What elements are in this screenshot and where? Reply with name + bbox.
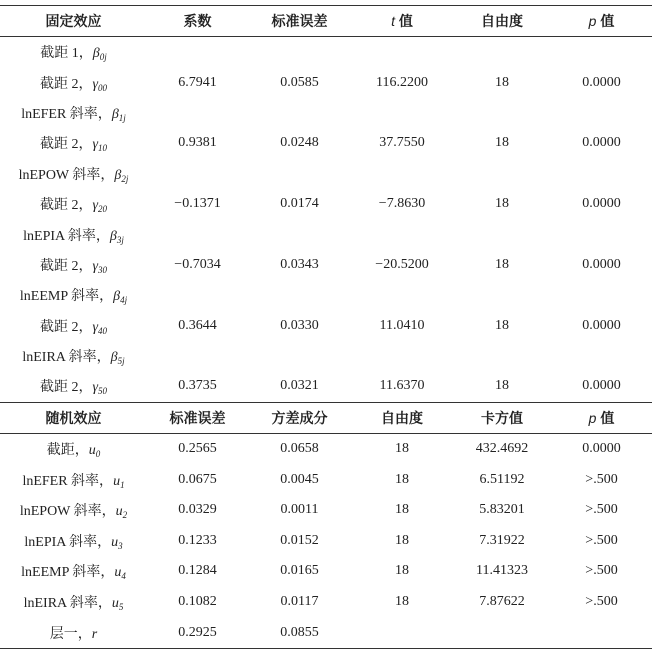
fixed-effect-value-cell bbox=[248, 98, 351, 128]
random-effect-value-cell: 0.0011 bbox=[280, 502, 319, 518]
fixed-effect-subscript: 0j bbox=[99, 52, 107, 63]
random-effect-value-cell bbox=[351, 617, 453, 648]
fixed-effect-subscript: 00 bbox=[98, 82, 108, 93]
random-effect-symbol: r bbox=[91, 626, 98, 642]
fixed-effect-label-cell bbox=[0, 280, 147, 310]
fixed-effect-value-cell bbox=[551, 280, 652, 310]
fixed-effect-label-cell bbox=[0, 98, 147, 128]
fixed-effect-row bbox=[0, 189, 652, 219]
fixed-effect-value-cell: 11.0410 bbox=[379, 317, 425, 333]
fixed-effect-label: 截距 1， bbox=[40, 46, 93, 62]
header-p-symbol-2: p bbox=[588, 409, 597, 426]
random-effect-row bbox=[0, 525, 652, 556]
fixed-effect-label: lnEEMP 斜率， bbox=[19, 289, 114, 305]
fixed-effect-value-cell: 0.3735 bbox=[178, 378, 217, 394]
random-effect-label-cell bbox=[0, 464, 147, 495]
random-effect-subscript: 5 bbox=[118, 601, 124, 612]
fixed-effect-value-cell bbox=[453, 37, 551, 68]
fixed-effect-row bbox=[0, 159, 652, 189]
fixed-effect-value-cell bbox=[147, 159, 248, 189]
fixed-effect-value-cell: −7.8630 bbox=[378, 196, 426, 212]
random-effect-value-cell: 7.87622 bbox=[479, 593, 525, 609]
random-effect-label: lnEPIA 斜率， bbox=[24, 534, 112, 550]
header-t-value bbox=[351, 6, 453, 37]
fixed-effect-value-cell bbox=[551, 341, 652, 371]
header-degrees-of-freedom-2: 自由度 bbox=[351, 402, 453, 433]
random-effect-value-cell: 432.4692 bbox=[475, 440, 529, 456]
random-effect-value-cell: 18 bbox=[395, 593, 409, 609]
random-effect-value-cell: 18 bbox=[395, 440, 409, 456]
fixed-effect-value-cell bbox=[551, 159, 652, 189]
fixed-effect-symbol: β bbox=[111, 106, 119, 122]
fixed-effect-value-cell: 18 bbox=[495, 256, 509, 272]
fixed-effect-value-cell bbox=[551, 98, 652, 128]
random-effect-symbol: u bbox=[113, 473, 121, 489]
fixed-effect-value-cell: 0.0000 bbox=[582, 317, 621, 333]
fixed-effect-value-cell bbox=[351, 159, 453, 189]
random-effect-value-cell: >.500 bbox=[585, 593, 618, 609]
random-effect-subscript: 2 bbox=[122, 510, 128, 521]
fixed-effect-subscript: 20 bbox=[98, 204, 108, 215]
fixed-effect-label: lnEIRA 斜率， bbox=[22, 350, 111, 366]
fixed-effect-value-cell: −0.7034 bbox=[174, 256, 221, 272]
random-effect-label-cell bbox=[0, 495, 147, 526]
fixed-effect-row bbox=[0, 98, 652, 128]
fixed-effect-value-cell bbox=[351, 98, 453, 128]
fixed-effect-symbol: β bbox=[114, 167, 122, 183]
random-effect-value-cell: 0.2565 bbox=[178, 440, 217, 456]
random-effect-symbol: u bbox=[88, 442, 96, 458]
fixed-effect-value-cell: 0.0174 bbox=[280, 196, 319, 212]
fixed-effect-value-cell bbox=[453, 280, 551, 310]
random-effect-row bbox=[0, 556, 652, 587]
fixed-effects-header-row bbox=[0, 6, 652, 37]
fixed-effect-value-cell bbox=[351, 219, 453, 249]
random-effect-label-cell bbox=[0, 587, 147, 618]
fixed-effect-value-cell: −0.1371 bbox=[174, 196, 221, 212]
fixed-effect-value-cell bbox=[147, 98, 248, 128]
fixed-effect-value-cell: 18 bbox=[495, 378, 509, 394]
fixed-effect-value-cell: 18 bbox=[495, 135, 509, 151]
fixed-effect-subscript: 50 bbox=[98, 386, 108, 397]
random-effect-label-cell bbox=[0, 556, 147, 587]
fixed-effect-value-cell: 6.7941 bbox=[178, 74, 217, 90]
header-standard-error-2: 标准误差 bbox=[147, 402, 248, 433]
random-effect-row bbox=[0, 495, 652, 526]
fixed-effect-symbol: β bbox=[113, 289, 121, 305]
random-effect-subscript: 1 bbox=[120, 479, 125, 490]
random-effect-value-cell: 0.1233 bbox=[178, 532, 217, 548]
random-effect-value-cell: 5.83201 bbox=[479, 502, 525, 518]
random-effect-symbol: u bbox=[114, 565, 122, 581]
fixed-effect-value-cell bbox=[453, 159, 551, 189]
fixed-effect-value-cell: 0.0585 bbox=[280, 74, 319, 90]
fixed-effect-value-cell bbox=[351, 280, 453, 310]
fixed-effect-value-cell: 0.0343 bbox=[280, 256, 319, 272]
random-effect-value-cell: 7.31922 bbox=[479, 532, 525, 548]
fixed-effect-value-cell: 0.0000 bbox=[582, 135, 621, 151]
hlm-results-table bbox=[0, 5, 652, 649]
header-t-suffix: 值 bbox=[395, 13, 413, 29]
random-effect-label-cell bbox=[0, 433, 147, 464]
fixed-effect-label-cell bbox=[0, 37, 147, 68]
header-random-effects: 随机效应 bbox=[0, 402, 147, 433]
fixed-effect-label-cell bbox=[0, 128, 147, 158]
fixed-effect-symbol: γ bbox=[92, 76, 99, 92]
random-effect-value-cell: 0.1082 bbox=[178, 593, 217, 609]
fixed-effects-body bbox=[0, 37, 652, 403]
random-effect-row bbox=[0, 617, 652, 648]
fixed-effect-value-cell bbox=[551, 219, 652, 249]
fixed-effect-label: 截距 2， bbox=[39, 137, 93, 153]
fixed-effect-label-cell bbox=[0, 341, 147, 371]
fixed-effect-row bbox=[0, 219, 652, 249]
random-effect-value-cell: 0.0117 bbox=[280, 593, 319, 609]
random-effect-value-cell: 0.0658 bbox=[280, 440, 319, 456]
header-p-suffix-2: 值 bbox=[596, 409, 615, 426]
fixed-effect-value-cell: 0.3644 bbox=[178, 317, 217, 333]
fixed-effect-value-cell bbox=[248, 37, 351, 68]
fixed-effect-value-cell bbox=[147, 341, 248, 371]
random-effect-symbol: u bbox=[111, 534, 119, 550]
fixed-effect-subscript: 30 bbox=[98, 264, 108, 275]
fixed-effect-value-cell: 0.9381 bbox=[178, 135, 217, 151]
fixed-effect-value-cell: −20.5200 bbox=[375, 256, 429, 272]
random-effect-subscript: 4 bbox=[121, 571, 126, 582]
fixed-effect-value-cell: 0.0321 bbox=[280, 378, 319, 394]
random-effect-value-cell: >.500 bbox=[585, 563, 618, 579]
header-p-value-2 bbox=[551, 402, 652, 433]
fixed-effect-label: lnEPIA 斜率， bbox=[23, 228, 110, 244]
fixed-effect-symbol: γ bbox=[92, 319, 99, 335]
fixed-effect-row bbox=[0, 250, 652, 280]
random-effect-row bbox=[0, 464, 652, 495]
fixed-effect-label: lnEPOW 斜率， bbox=[18, 167, 115, 183]
random-effect-value-cell: 0.0000 bbox=[582, 440, 621, 456]
fixed-effect-symbol: γ bbox=[92, 198, 99, 214]
header-degrees-of-freedom: 自由度 bbox=[453, 6, 551, 37]
fixed-effect-subscript: 4j bbox=[120, 295, 128, 306]
fixed-effect-value-cell bbox=[453, 219, 551, 249]
fixed-effect-value-cell bbox=[453, 98, 551, 128]
fixed-effect-row bbox=[0, 128, 652, 158]
fixed-effect-label-cell bbox=[0, 250, 147, 280]
fixed-effect-label: 截距 2， bbox=[39, 258, 93, 274]
random-effect-value-cell: 18 bbox=[395, 532, 409, 548]
random-effect-value-cell: >.500 bbox=[585, 502, 618, 518]
fixed-effect-subscript: 5j bbox=[117, 356, 125, 367]
fixed-effect-row bbox=[0, 67, 652, 97]
fixed-effect-value-cell bbox=[351, 37, 453, 68]
fixed-effect-label: lnEFER 斜率， bbox=[21, 106, 112, 122]
header-standard-error: 标准误差 bbox=[248, 6, 351, 37]
fixed-effect-symbol: γ bbox=[92, 380, 99, 396]
random-effect-row bbox=[0, 587, 652, 618]
fixed-effect-label-cell bbox=[0, 371, 147, 402]
random-effect-label: 截距， bbox=[46, 442, 89, 458]
random-effect-label-cell bbox=[0, 617, 147, 648]
fixed-effect-symbol: β bbox=[110, 350, 118, 366]
random-effect-value-cell: 18 bbox=[395, 502, 409, 518]
fixed-effect-label-cell bbox=[0, 311, 147, 341]
fixed-effect-value-cell bbox=[147, 37, 248, 68]
random-effect-value-cell: 0.0329 bbox=[178, 502, 217, 518]
fixed-effect-value-cell: 11.6370 bbox=[379, 378, 425, 394]
fixed-effect-label-cell bbox=[0, 189, 147, 219]
fixed-effect-label: 截距 2， bbox=[39, 380, 93, 396]
random-effect-subscript: 0 bbox=[95, 448, 101, 459]
random-effect-value-cell: 18 bbox=[395, 563, 409, 579]
random-effect-label: 层一， bbox=[49, 626, 92, 642]
fixed-effect-value-cell bbox=[248, 280, 351, 310]
random-effects-body bbox=[0, 402, 652, 648]
header-t-symbol: t bbox=[391, 13, 395, 29]
fixed-effect-value-cell bbox=[248, 159, 351, 189]
random-effect-value-cell: 6.51192 bbox=[479, 471, 525, 487]
fixed-effect-row bbox=[0, 341, 652, 371]
random-effect-value-cell: 0.0675 bbox=[178, 471, 217, 487]
header-p-suffix: 值 bbox=[596, 13, 615, 29]
fixed-effect-value-cell bbox=[248, 341, 351, 371]
fixed-effect-value-cell: 0.0000 bbox=[582, 256, 621, 272]
random-effect-subscript: 3 bbox=[118, 540, 123, 551]
fixed-effect-subscript: 2j bbox=[121, 173, 129, 184]
fixed-effect-symbol: γ bbox=[92, 137, 99, 153]
header-fixed-effects: 固定效应 bbox=[0, 6, 147, 37]
header-variance-component: 方差成分 bbox=[248, 402, 351, 433]
random-effect-value-cell bbox=[453, 617, 551, 648]
fixed-effect-subscript: 3j bbox=[116, 234, 124, 245]
random-effect-label: lnEPOW 斜率， bbox=[19, 504, 116, 520]
fixed-effect-value-cell bbox=[248, 219, 351, 249]
fixed-effect-label-cell bbox=[0, 67, 147, 97]
fixed-effect-value-cell: 0.0248 bbox=[280, 135, 319, 151]
fixed-effect-value-cell bbox=[351, 341, 453, 371]
header-p-symbol: p bbox=[588, 13, 597, 29]
random-effect-value-cell: 0.2925 bbox=[147, 617, 248, 648]
header-p-value bbox=[551, 6, 652, 37]
fixed-effect-row bbox=[0, 280, 652, 310]
random-effect-value-cell: 0.0045 bbox=[280, 471, 319, 487]
fixed-effect-value-cell: 37.7550 bbox=[379, 135, 425, 151]
fixed-effect-symbol: β bbox=[109, 228, 117, 244]
fixed-effect-value-cell: 18 bbox=[495, 74, 509, 90]
fixed-effect-value-cell bbox=[551, 37, 652, 68]
header-chi-square: 卡方值 bbox=[453, 402, 551, 433]
fixed-effect-label: 截距 2， bbox=[39, 319, 93, 335]
random-effect-label: lnEFER 斜率， bbox=[22, 473, 114, 489]
fixed-effect-row bbox=[0, 37, 652, 68]
random-effect-label: lnEEMP 斜率， bbox=[21, 565, 115, 581]
random-effect-label-cell bbox=[0, 525, 147, 556]
fixed-effect-label: 截距 2， bbox=[39, 198, 93, 214]
fixed-effect-value-cell bbox=[453, 341, 551, 371]
random-effects-header-row bbox=[0, 402, 652, 433]
random-effect-value-cell bbox=[551, 617, 652, 648]
random-effect-value-cell: 0.1284 bbox=[178, 563, 217, 579]
fixed-effect-value-cell: 0.0000 bbox=[582, 378, 621, 394]
fixed-effect-symbol: γ bbox=[92, 258, 99, 274]
fixed-effect-value-cell bbox=[147, 219, 248, 249]
fixed-effect-value-cell: 0.0000 bbox=[582, 74, 621, 90]
fixed-effect-label-cell bbox=[0, 159, 147, 189]
fixed-effect-value-cell bbox=[147, 280, 248, 310]
random-effect-value-cell: 0.0165 bbox=[280, 563, 319, 579]
random-effect-value-cell: 0.0152 bbox=[280, 532, 319, 548]
fixed-effect-subscript: 10 bbox=[98, 143, 108, 154]
random-effect-value-cell: 0.0855 bbox=[248, 617, 351, 648]
random-effect-symbol: u bbox=[115, 504, 123, 520]
fixed-effect-value-cell: 18 bbox=[495, 317, 509, 333]
random-effect-value-cell: >.500 bbox=[585, 471, 618, 487]
fixed-effect-label-cell bbox=[0, 219, 147, 249]
fixed-effect-label: 截距 2， bbox=[39, 76, 93, 92]
random-effect-label: lnEIRA 斜率， bbox=[23, 595, 112, 611]
fixed-effect-symbol: β bbox=[92, 46, 100, 62]
fixed-effect-value-cell: 0.0000 bbox=[582, 196, 621, 212]
random-effect-symbol: u bbox=[111, 595, 119, 611]
fixed-effect-value-cell: 0.0330 bbox=[280, 317, 319, 333]
fixed-effect-row bbox=[0, 311, 652, 341]
fixed-effect-subscript: 40 bbox=[98, 325, 108, 336]
random-effect-value-cell: >.500 bbox=[585, 532, 618, 548]
fixed-effect-subscript: 1j bbox=[118, 112, 126, 123]
random-effect-row bbox=[0, 433, 652, 464]
header-coefficient: 系数 bbox=[147, 6, 248, 37]
fixed-effect-value-cell: 18 bbox=[495, 196, 509, 212]
fixed-effect-value-cell: 116.2200 bbox=[376, 74, 428, 90]
fixed-effect-row bbox=[0, 371, 652, 402]
random-effect-value-cell: 18 bbox=[395, 471, 409, 487]
random-effect-value-cell: 11.41323 bbox=[476, 563, 528, 579]
